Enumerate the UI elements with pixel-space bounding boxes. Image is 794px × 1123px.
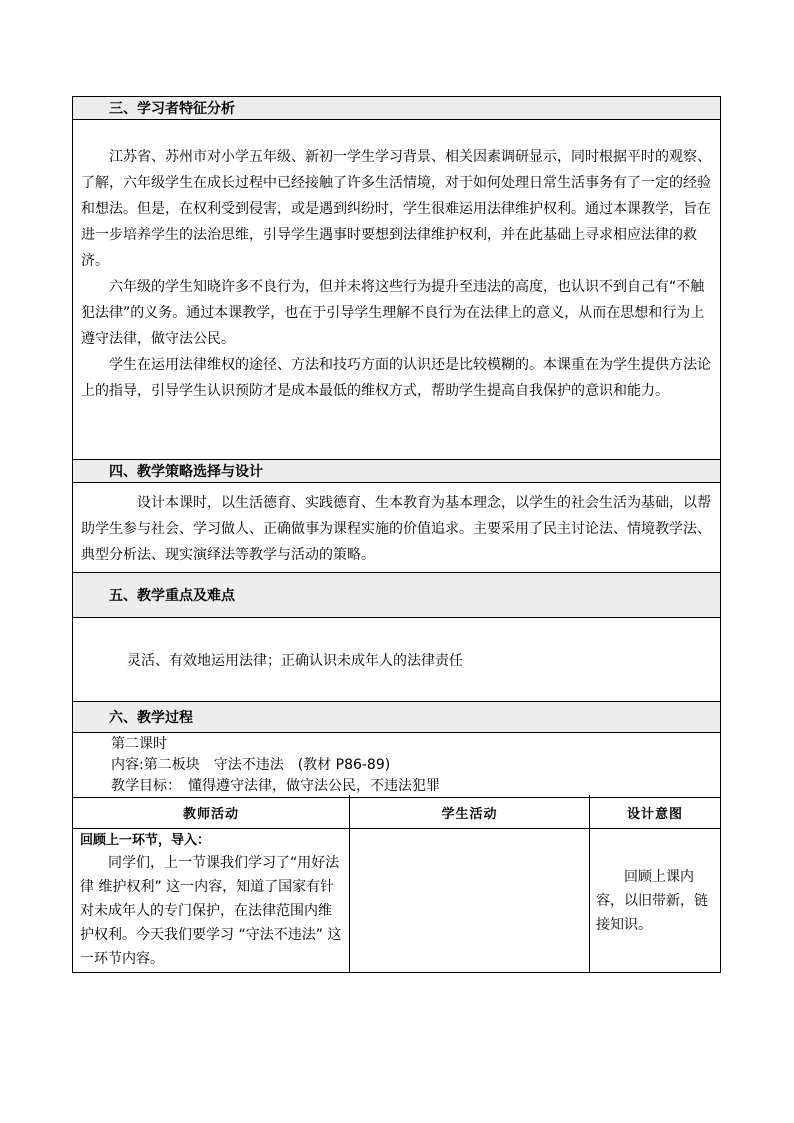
section-body <box>73 119 720 459</box>
paragraph: 学生在运用法律维权的途径、方法和技巧方面的认识还是比较模糊的。本课重在为学生提供方法论上的指导，引导学生认识预防才是成本最低的维权方式，帮助学生提高自我保护的意识和能力。 <box>81 357 711 399</box>
section-body <box>73 732 720 797</box>
section-learner-analysis <box>72 96 721 460</box>
section-teaching-strategy <box>72 460 721 573</box>
section-body <box>73 482 720 572</box>
paragraph: 六年级的学生知晓许多不良行为，但并未将这些行为提升至违法的高度，也认识不到自己有“不触犯法律”的义务。通过本课教学，也在于引导学生理解不良行为在法律上的意义，从而在思想和行为上遵守法律，做守法公民。 <box>81 279 705 347</box>
section-body <box>73 617 720 701</box>
row-divider <box>73 828 720 829</box>
teacher-activity-cell <box>80 831 345 971</box>
section-key-points <box>72 573 721 702</box>
key-points-text: 灵活、有效地运用法律；正确认识未成年人的法律责任 <box>127 653 463 669</box>
paragraph: 江苏省、苏州市对小学五年级、新初一学生学习背景、相关因素调研显示，同时根据平时的观察、了解，六年级学生在成长过程中已经接触了许多生活情境，对于如何处理日常生活事务有了一定的经验和想法。但是，在权利受到侵害，或是遇到纠纷时，学生很难运用法律维护权利。通过本课教学，旨在进一步培养学生的法治思维，引导学生遇事时要想到法律维护权利，并在此基础上寻求相应法律的救济。 <box>81 149 711 269</box>
lesson-number: 第二课时 <box>111 736 167 752</box>
teacher-activity-title: 回顾上一环节，导入： <box>80 833 211 848</box>
activity-table <box>72 795 721 973</box>
lesson-plan-document <box>72 96 721 798</box>
section-heading: 三、学习者特征分析 <box>73 97 720 119</box>
teacher-activity-text: 同学们，上一节课我们学习了“用好法律 维护权利” 这一内容，知道了国家有针对未成年人的专门保护，在法律范围内维护权利。今天我们要学习 “守法不违法” 这一环节内容。 <box>80 855 342 967</box>
header-teacher-activity: 教师活动 <box>182 807 239 822</box>
section-heading: 六、教学过程 <box>73 702 720 732</box>
lesson-objective: 教学目标： 懂得遵守法律，做守法公民，不违法犯罪 <box>111 778 440 794</box>
header-design-intent: 设计意图 <box>626 807 683 822</box>
section-heading: 五、教学重点及难点 <box>73 573 720 617</box>
section-heading: 四、教学策略选择与设计 <box>73 460 720 482</box>
paragraph: 设计本课时，以生活德育、实践德育、生本教育为基本理念，以学生的社会生活为基础，以帮助学生参与社会、学习做人、正确做事为课程实施的价值追求。主要采用了民主讨论法、情境教学法、典型分析法、现实演绎法等教学与活动的策略。 <box>81 495 711 563</box>
lesson-content: 内容:第二板块 守法不违法 (教材 P86-89) <box>111 757 391 773</box>
section-teaching-process <box>72 702 721 798</box>
header-student-activity: 学生活动 <box>441 807 498 822</box>
design-intent-cell: 回顾上课内容，以旧带新，链接知识。 <box>596 869 708 933</box>
